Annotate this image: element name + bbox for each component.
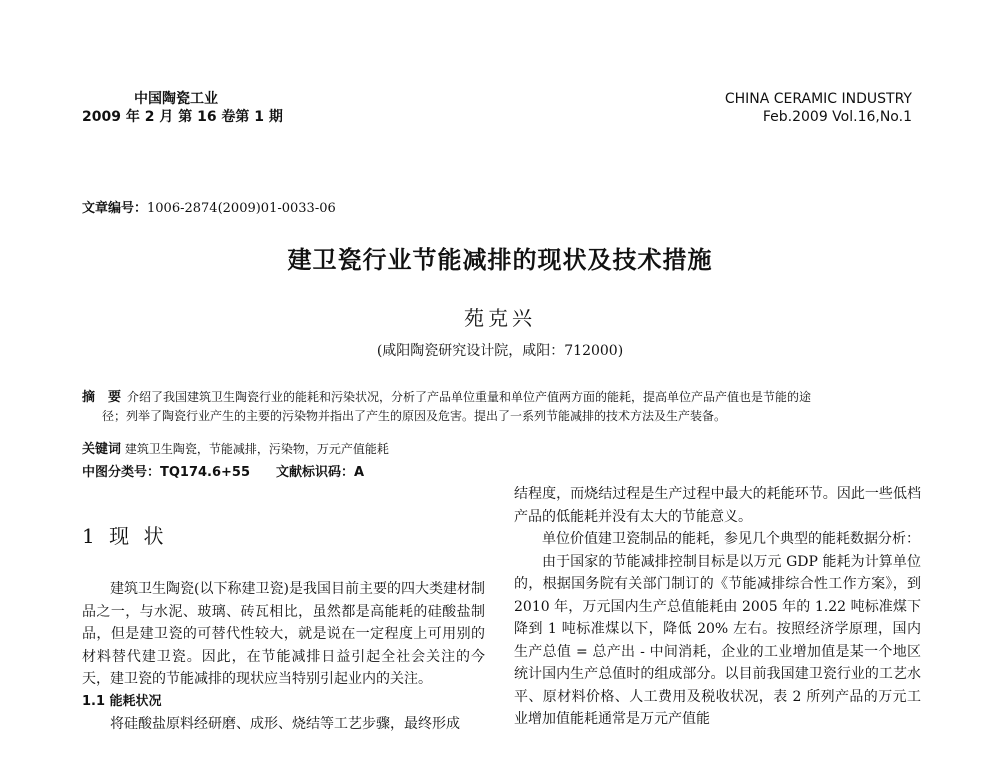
running-header-left bbox=[82, 90, 283, 126]
paper-title: 建卫瓷行业节能减排的现状及技术措施 bbox=[287, 246, 713, 274]
running-header-right bbox=[725, 90, 912, 126]
issue-info-en: Feb.2009 Vol.16,No.1 bbox=[762, 109, 912, 125]
section-heading: 1 现 状 bbox=[82, 524, 168, 548]
keywords-label: 关键词 bbox=[82, 442, 122, 457]
document-code: 文献标识码：A bbox=[276, 465, 365, 480]
issue-info-cn: 2009 年 2 月 第 16 卷第 1 期 bbox=[82, 109, 283, 125]
abstract-text-line1: 介绍了我国建筑卫生陶瓷行业的能耗和污染状况，分析了产品单位重量和单位产值两方面的能耗，提高单位产品产值也是节能的途 bbox=[127, 390, 812, 404]
paragraph: 由于国家的节能减排控制目标是以万元 GDP 能耗为计算单位的，根据国务院有关部门制订的《节能减排综合性工作方案》，到 2010 年，万元国内生产总值能耗由 2005 年的 1.22 吨标准煤下降到 1 吨标准煤以下，降低 20% 左右。按照经济学原理，国内生产总值 = 总产出 - 中间消耗，企业的工业增加值是某一个地区统计国内生产总值时的组成部分。以目前我国建卫瓷行业的工艺水平、原材料价格、人工费用及税收状况，表 2 所列产品的万元工业增加值能耗通常是万元产值能 bbox=[514, 553, 921, 727]
article-number-label: 文章编号： bbox=[82, 201, 148, 216]
paragraph: 将硅酸盐原料经研磨、成形、烧结等工艺步骤，最终形成 bbox=[110, 716, 460, 732]
article-number bbox=[82, 197, 336, 216]
right-column bbox=[514, 483, 921, 731]
paragraph: 建筑卫生陶瓷(以下称建卫瓷)是我国目前主要的四大类建材制品之一，与水泥、玻璃、砖瓦相比，虽然都是高能耗的硅酸盐制品，但是建卫瓷的可替代性较大，就是说在一定程度上可用别的材料替代建卫瓷。因此，在节能减排日益引起全社会关注的今天，建卫瓷的节能减排的现状应当特别引起业内的关注。 bbox=[82, 581, 485, 687]
subsection-heading: 1.1 能耗状况 bbox=[82, 693, 162, 709]
keywords bbox=[82, 438, 389, 457]
journal-name-en: CHINA CERAMIC INDUSTRY bbox=[724, 91, 912, 107]
abstract-text-line2: 径；列举了陶瓷行业产生的主要的污染物并指出了产生的原因及危害。提出了一系列节能减排的技术方法及生产装备。 bbox=[102, 409, 727, 423]
abstract-label: 摘 要 bbox=[82, 390, 122, 405]
author-name: 苑克兴 bbox=[464, 306, 536, 330]
left-column bbox=[82, 578, 485, 736]
classification-line bbox=[82, 461, 364, 480]
journal-name-cn: 中国陶瓷工业 bbox=[134, 91, 218, 107]
clc-number: 中图分类号：TQ174.6+55 bbox=[82, 465, 251, 480]
paragraph: 结程度，而烧结过程是生产过程中最大的耗能环节。因此一些低档产品的低能耗并没有太大的节能意义。 bbox=[514, 486, 921, 525]
keywords-value: 建筑卫生陶瓷，节能减排，污染物，万元产值能耗 bbox=[124, 442, 389, 456]
article-number-value: 1006-2874(2009)01-0033-06 bbox=[147, 201, 336, 216]
author-affiliation: (咸阳陶瓷研究设计院，咸阳：712000) bbox=[376, 343, 624, 359]
paragraph: 单位价值建卫瓷制品的能耗，参见几个典型的能耗数据分析： bbox=[542, 531, 920, 547]
abstract bbox=[82, 388, 922, 426]
